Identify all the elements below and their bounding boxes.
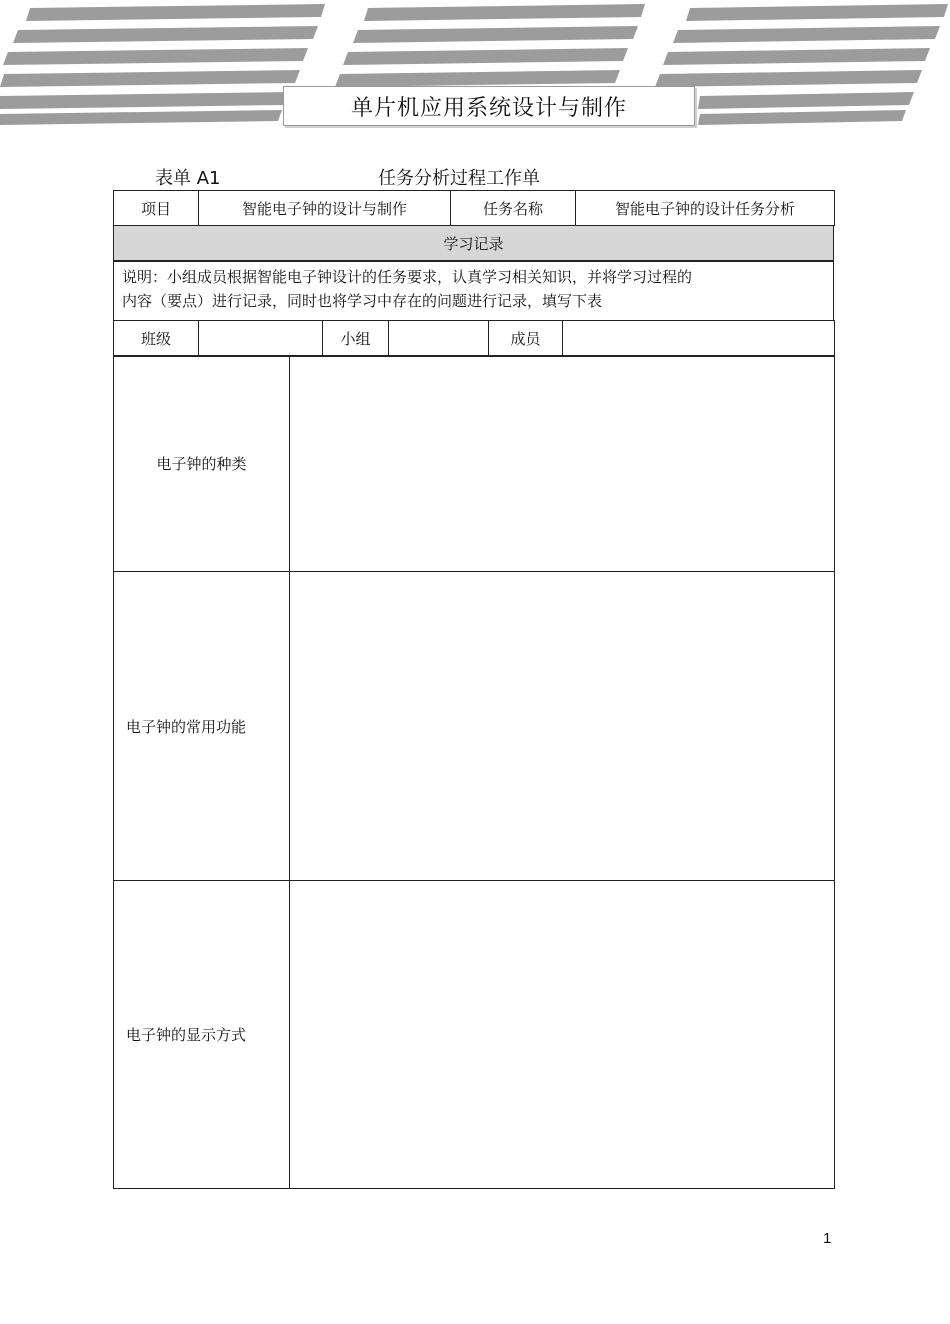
form-id-label: 表单 A1 [155,168,221,189]
group-label: 小组 [323,321,389,357]
instructions-line-1: 说明：小组成员根据智能电子钟设计的任务要求，认真学习相关知识，并将学习过程的 [122,268,693,286]
record-field-display[interactable] [290,881,835,1189]
instructions-cell [114,261,834,321]
record-table [113,355,835,1189]
section-title: 学习记录 [114,226,834,262]
record-label-functions: 电子钟的常用功能 [114,572,290,881]
member-label: 成员 [489,321,563,357]
class-label: 班级 [114,321,199,357]
project-value: 智能电子钟的设计与制作 [199,191,451,226]
project-row [113,190,835,226]
record-label-types: 电子钟的种类 [114,356,290,572]
member-field[interactable] [563,321,835,357]
team-info-row [113,320,835,357]
record-field-types[interactable] [290,356,835,572]
instructions-row [113,260,834,321]
group-field[interactable] [389,321,489,357]
task-name-value: 智能电子钟的设计任务分析 [576,191,835,226]
record-field-functions[interactable] [290,572,835,881]
section-header-row [113,225,834,262]
class-field[interactable] [199,321,323,357]
instructions-line-2: 内容（要点）进行记录，同时也将学习中存在的问题进行记录，填写下表 [122,292,603,310]
document-title: 单片机应用系统设计与制作 [283,86,695,126]
task-name-label: 任务名称 [451,191,576,226]
project-label: 项目 [114,191,199,226]
form-title: 任务分析过程工作单 [378,168,540,189]
record-label-display: 电子钟的显示方式 [114,881,290,1189]
page-number: 1 [823,1230,832,1247]
